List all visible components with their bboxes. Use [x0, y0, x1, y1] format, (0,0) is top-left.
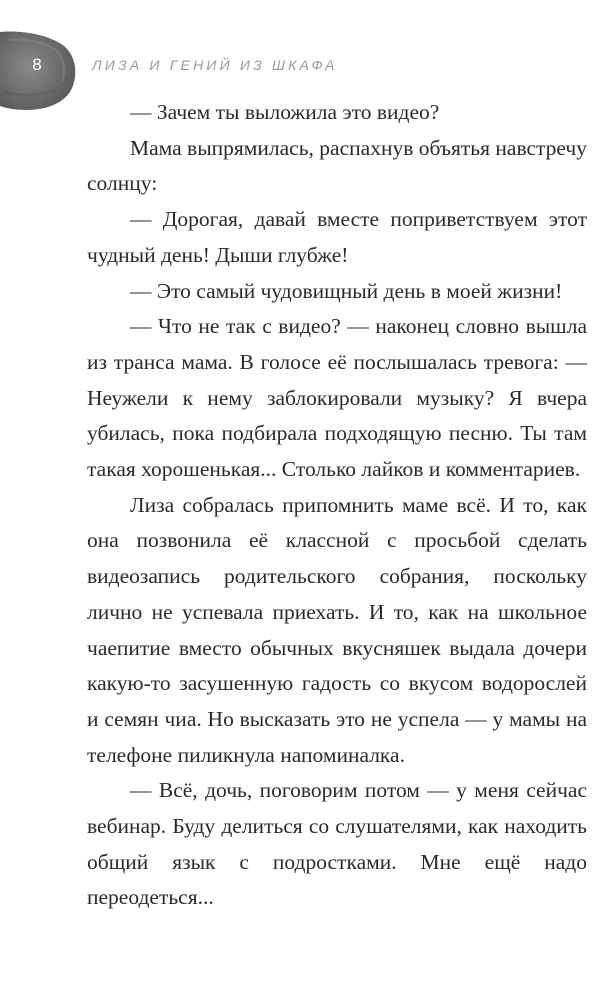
- paragraph: — Зачем ты выложила это видео?: [130, 100, 440, 124]
- running-title: ЛИЗА И ГЕНИЙ ИЗ ШКАФА: [92, 57, 338, 73]
- paragraph: — Всё, дочь, поговорим потом — у меня сейчас вебинар. Буду делиться со слушателями, как находить общий язык с подростками. Мне ещё надо переодеться...: [87, 778, 587, 910]
- paragraph: — Это самый чудовищный день в моей жизни!: [130, 278, 563, 303]
- paragraph: — Дорогая, давай вместе поприветствуем этот чудный день! Дыши глубже!: [87, 207, 587, 267]
- paragraph: — Что не так с видео? — наконец словно вышла из транса мама. В голосе её послышалась тревога: — Неужели к нему заблокировали музыку? Я вчера убилась, пока подбирала подходящую песню. Ты там такая хорошенькая... Столько лайков и комментариев.: [87, 314, 587, 482]
- page-number: 8: [32, 55, 42, 74]
- body-text: [87, 95, 587, 916]
- paragraph: Лиза собралась припомнить маме всё. И то, как она позвонила её классной с просьбой сделать видеозапись родительского собрания, поскольку лично не успевала приехать. И то, как на школьное чаепитие вместо обычных вкусняшек выдала дочери какую-то засушенную гадость со вкусом водорослей и семян чиа. Но высказать это не успела — у мамы на телефоне пиликнула напоминалка.: [87, 492, 587, 767]
- paragraph: Мама выпрямилась, распахнув объятья навстречу солнцу:: [87, 135, 587, 196]
